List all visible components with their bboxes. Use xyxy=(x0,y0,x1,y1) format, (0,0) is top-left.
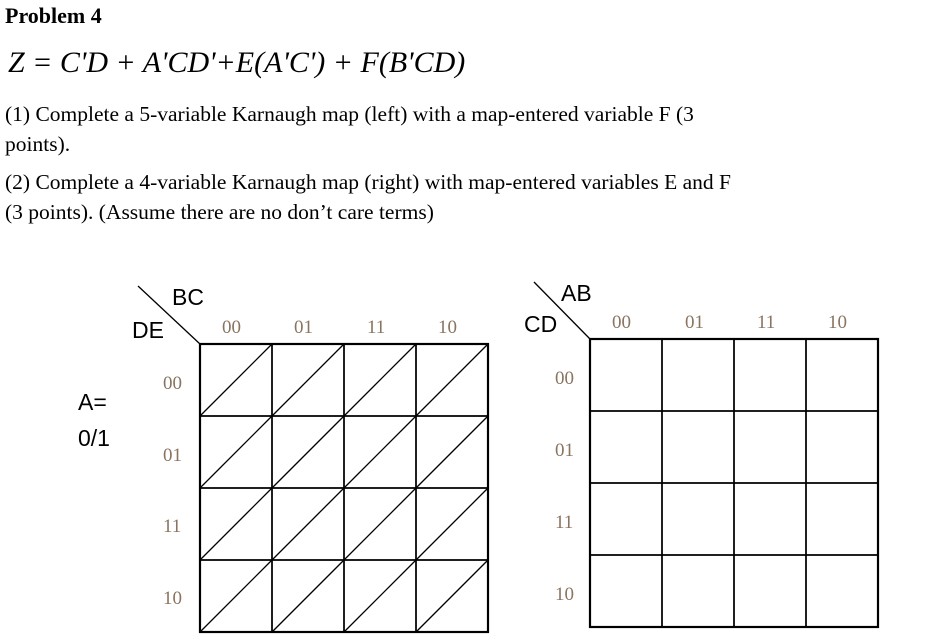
left-map-col-var: BC xyxy=(172,284,204,310)
left-map-grid xyxy=(200,344,488,632)
left-map-cell-diagonal-r2-c0 xyxy=(200,488,272,560)
left-map-cell-diagonal-r2-c2 xyxy=(344,488,416,560)
task-2-line-1: (2) Complete a 4-variable Karnaugh map (right) with map-entered variables E and F xyxy=(5,170,731,194)
left-map-cell-diagonal-r3-c0 xyxy=(200,560,272,632)
right-map-cell-r3-c1 xyxy=(662,555,734,627)
left-map-col-code-2: 11 xyxy=(367,317,386,338)
right-map-cell-r0-c2 xyxy=(734,339,806,411)
right-map-col-code-3: 10 xyxy=(828,312,847,333)
left-map-cell-diagonal-r1-c1 xyxy=(272,416,344,488)
right-map-row-code-3: 10 xyxy=(555,584,574,605)
right-map-cell-r2-c0 xyxy=(590,483,662,555)
left-map-col-code-1: 01 xyxy=(294,317,313,338)
boolean-equation: Z = C'D + A'CD'+E(A'C') + F(B'CD) xyxy=(8,46,466,79)
right-map-cell-r2-c2 xyxy=(734,483,806,555)
right-map-cell-r0-c3 xyxy=(806,339,878,411)
left-map-row-code-0: 00 xyxy=(163,373,182,394)
left-map-cell-diagonal-r1-c0 xyxy=(200,416,272,488)
task-1-line-2: points). xyxy=(5,132,71,156)
right-map-col-var: AB xyxy=(561,280,592,306)
left-map-cell-diagonal-r0-c3 xyxy=(416,344,488,416)
left-map-cell-diagonal-r2-c1 xyxy=(272,488,344,560)
right-map-row-var: CD xyxy=(524,311,558,337)
right-map-col-code-2: 11 xyxy=(757,312,776,333)
left-map-cell-diagonal-r0-c0 xyxy=(200,344,272,416)
right-map-cell-r2-c1 xyxy=(662,483,734,555)
right-map-row-code-0: 00 xyxy=(555,368,574,389)
left-map-cell-diagonal-r3-c1 xyxy=(272,560,344,632)
left-map-row-code-3: 10 xyxy=(163,588,182,609)
task-2-line-2: (3 points). (Assume there are no don’t care terms) xyxy=(5,200,434,224)
left-map-col-code-3: 10 xyxy=(438,317,457,338)
right-map-cell-r1-c0 xyxy=(590,411,662,483)
left-map-cell-diagonal-r2-c3 xyxy=(416,488,488,560)
left-map-side-label-2: 0/1 xyxy=(78,425,110,451)
right-map-cell-r3-c2 xyxy=(734,555,806,627)
left-map-side-label-1: A= xyxy=(78,389,107,415)
left-map-cell-diagonal-r3-c3 xyxy=(416,560,488,632)
right-map-cell-r3-c3 xyxy=(806,555,878,627)
right-map-cell-r0-c0 xyxy=(590,339,662,411)
right-map-col-code-0: 00 xyxy=(612,312,631,333)
right-map-cell-r3-c0 xyxy=(590,555,662,627)
left-map-cell-diagonal-r0-c2 xyxy=(344,344,416,416)
left-map-cell-diagonal-r3-c2 xyxy=(344,560,416,632)
left-map-row-code-1: 01 xyxy=(163,445,182,466)
right-map-cell-r2-c3 xyxy=(806,483,878,555)
right-map-cell-r1-c2 xyxy=(734,411,806,483)
right-map-col-code-1: 01 xyxy=(685,312,704,333)
left-map-cell-diagonal-r0-c1 xyxy=(272,344,344,416)
right-map-row-code-2: 11 xyxy=(555,512,574,533)
left-map-row-var: DE xyxy=(132,317,164,343)
left-map-cell-diagonal-r1-c3 xyxy=(416,416,488,488)
right-map-cell-r0-c1 xyxy=(662,339,734,411)
right-map-grid xyxy=(590,339,878,627)
left-map-col-code-0: 00 xyxy=(222,317,241,338)
left-map-row-code-2: 11 xyxy=(163,516,182,537)
task-1-line-1: (1) Complete a 5-variable Karnaugh map (left) with a map-entered variable F (3 xyxy=(5,102,694,126)
right-map-row-code-1: 01 xyxy=(555,440,574,461)
right-map-cell-r1-c3 xyxy=(806,411,878,483)
right-map-cell-r1-c1 xyxy=(662,411,734,483)
left-map-cell-diagonal-r1-c2 xyxy=(344,416,416,488)
problem-title: Problem 4 xyxy=(5,3,102,28)
